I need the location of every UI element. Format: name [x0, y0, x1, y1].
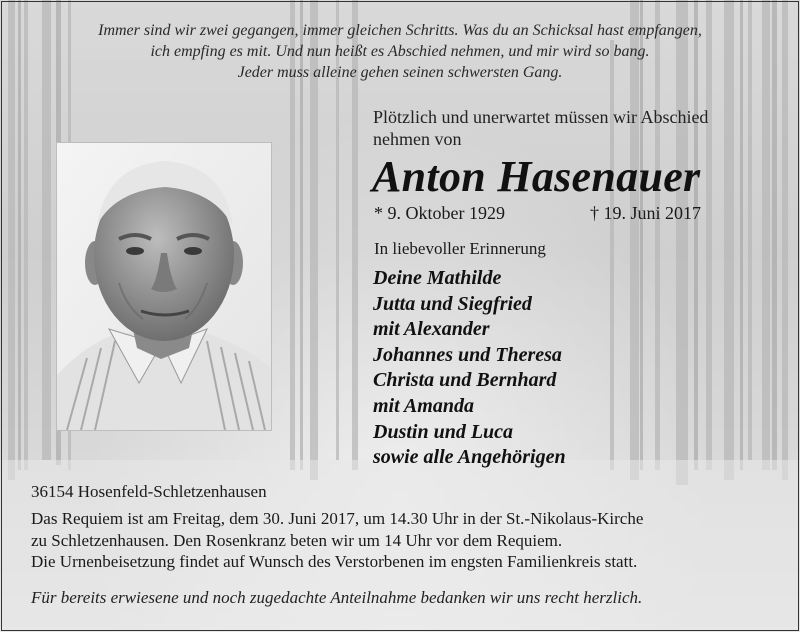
mourner-item: Christa und Bernhard: [373, 369, 557, 392]
poem: [20, 20, 780, 83]
death-date: † 19. Juni 2017: [590, 203, 702, 223]
portrait-photo: [57, 143, 271, 430]
memory-line: In liebevoller Erinnerung: [374, 239, 546, 258]
intro-text: [373, 106, 708, 150]
mourner-item: Johannes und Theresa: [373, 343, 562, 366]
intro-line: nehmen von: [373, 129, 462, 149]
intro-line: Plötzlich und unerwartet müssen wir Abschied: [373, 107, 709, 127]
mourner-item: mit Alexander: [373, 318, 490, 341]
mourner-item: Dustin und Luca: [373, 420, 514, 443]
notes-line: Das Requiem ist am Freitag, dem 30. Juni 2017, um 14.30 Uhr in der St.-Nikolaus-Kirche: [31, 509, 644, 528]
notes-line: Die Urnenbeisetzung findet auf Wunsch des Verstorbenen im engsten Familienkreis statt.: [31, 552, 638, 571]
mourner-item: Jutta und Siegfried: [373, 292, 532, 315]
mourner-item: sowie alle Angehörigen: [373, 446, 566, 469]
location: 36154 Hosenfeld-Schletzenhausen: [31, 482, 267, 501]
thanks-line: Für bereits erwiesene und noch zugedachte Anteilnahme bedanken wir uns recht herzlich.: [31, 588, 643, 607]
mourner-item: Deine Mathilde: [373, 267, 502, 289]
service-notes: [31, 508, 643, 573]
mourners-list: [373, 266, 566, 471]
portrait-drawing: [57, 143, 271, 430]
poem-line: ich empfing es mit. Und nun heißt es Abschied nehmen, und mir wird so bang.: [150, 43, 650, 60]
notes-line: zu Schletzenhausen. Den Rosenkranz beten wir um 14 Uhr vor dem Requiem.: [31, 530, 563, 550]
birth-date: * 9. Oktober 1929: [374, 203, 505, 223]
deceased-name: Anton Hasenauer: [372, 152, 701, 201]
poem-line: Immer sind wir zwei gegangen, immer gleichen Schritts. Was du an Schicksal hast empfangen,: [98, 22, 702, 39]
mourner-item: mit Amanda: [373, 394, 474, 417]
poem-line: Jeder muss alleine gehen seinen schwersten Gang.: [237, 64, 563, 81]
